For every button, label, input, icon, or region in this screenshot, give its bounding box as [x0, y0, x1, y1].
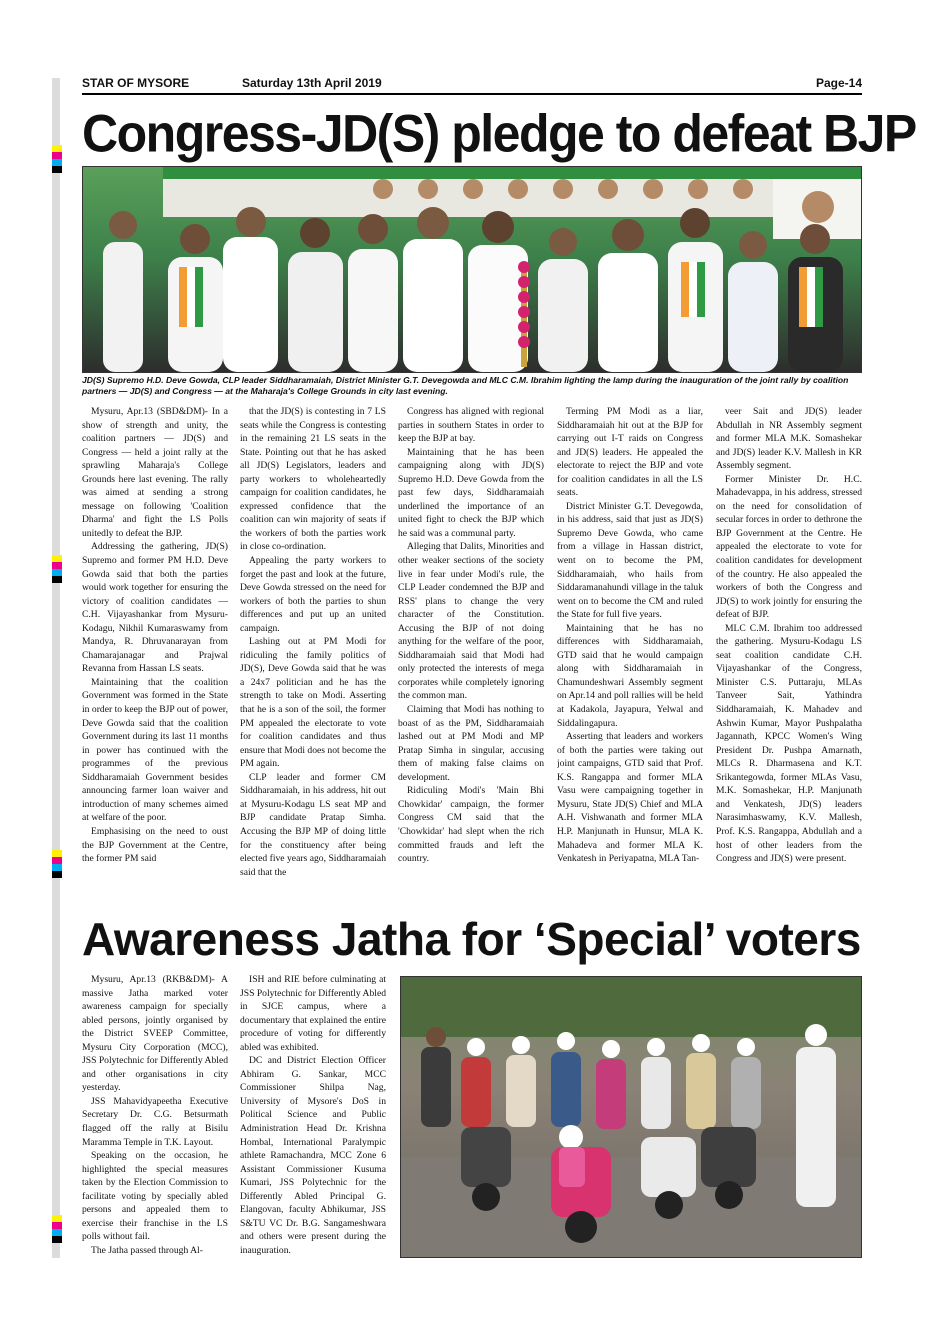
paragraph: MLC C.M. Ibrahim too addressed the gathering. Mysuru-Kodagu LS seat coalition candidate C.H. Vijayashankar of the Congress, Minister C.S. Puttaraju, MLAs Tanveer Sait, Yathindra Siddharamaiah, K. Mahadev and Ashwin Kumar, Mayor Pushpalatha Jagannath, KPCC Women's Wing President Dr. Pushpa Amarnath, MLCs R. Dharmasena and K.T. Srikantegowda, former MLAs Vasu, M.K. Somashekar, H.P. Manjunath and Venkatesh, JD(S) leaders Narasimhaswamy, K.V. Mallesh, Prof. K.S. Rangappa, Abdullah and a host of other leaders from the Congress and JD(S) were present.	[716, 622, 862, 865]
paragraph: Claiming that Modi has nothing to boast of as the PM, Siddharamaiah lashed out at PM Modi and MP Pratap Simha in singular, accusing them of making false claims on development.	[398, 704, 544, 783]
paper-name: STAR OF MYSORE	[82, 76, 190, 90]
paragraph: CLP leader and former CM Siddharamaiah, in his address, hit out at Mysuru-Kodagu LS seat MP and BJP candidate Pratap Simha. Accusing the BJP MP of doing little for the constituency after being elected five years ago, Siddharamaiah said that the	[240, 771, 386, 878]
paragraph: Alleging that Dalits, Minorities and other weaker sections of the society live in fear under Modi's rule, the CLP Leader condemned the BJP and RSS' plans to change the very character of the Constitution. Accusing the BJP of not doing anything for the welfare of the poor, Siddharamaiah said that Modi had only protected the interests of mega corporates while completely ignoring the common man.	[398, 541, 544, 702]
paragraph: Mysuru, Apr.13 (RKB&DM)- A massive Jatha marked voter awareness campaign for specially abled persons, jointly organised by the District SVEEP Committee, Mysuru City Corporation (MCC), JSS Polytechnic for Differently Abled and other organisations in city yesterday.	[82, 974, 228, 1094]
story2-column-2	[240, 973, 386, 1263]
rally-photo-caption: JD(S) Supremo H.D. Deve Gowda, CLP leader Siddharamaiah, District Minister G.T. Devegowda and MLC C.M. Ibrahim lighting the lamp during the inauguration of the joint rally by coalition partners — JD(S) and Congress — at the Maharaja's College Grounds in city last evening.	[82, 375, 849, 396]
paragraph: Maintaining that he has no differences with Siddharamaiah, GTD said that he would campaign along with Siddharamaiah in Chamundeshwari Assembly segment on Apr.14 and poll rallies will be held at Kadakola, Jayapura, Yelwal and Siddalingapura.	[557, 622, 703, 729]
paragraph: Speaking on the occasion, he highlighted the special measures taken by the Election Commission to facilitate voting by specially abled persons and appealed them to exercise their franchise in the LS polls without fail.	[82, 1150, 228, 1243]
paragraph: Maintaining that the coalition Government was formed in the State in order to keep the BJP out of power, Deve Gowda said that the coalition Government during its last 11 months in power has continued with the programmes of the previous Siddharamaiah Government besides announcing farmer loan waiver and introduction of many schemes aimed at welfare of the poor.	[82, 676, 228, 824]
story2-column-1	[82, 973, 228, 1263]
story1-column-3	[398, 405, 544, 908]
paragraph: Appealing the party workers to forget the past and look at the future, Deve Gowda stressed on the need for workers of both the parties to shun differences and put up an united campaign.	[240, 555, 386, 634]
masthead	[82, 76, 862, 94]
page-number: Page-14	[815, 76, 862, 90]
margin-bar	[52, 78, 60, 1258]
paragraph: that the JD(S) is contesting in 7 LS seats while the Congress is contesting in the remaining 21 LS seats in the State. Pointing out that he has asked all JD(S) Legislators, leaders and party workers to wholeheartedly campaign for coalition candidates, he expressed confidence that the coalition can win majority of seats if the workers of both the parties work in close co-ordination.	[240, 406, 386, 553]
story1-column-1	[82, 405, 228, 908]
paragraph: Addressing the gathering, JD(S) Supremo and former PM H.D. Deve Gowda said that both the parties would work together for ensuring the victory of coalition candidates — C.H. Vijayashankar from Mysuru-Kodagu, Nikhil Kumaraswamy from Mandya, R. Dhruvanarayan from Chamarajanagar and Prajwal Revanna from Hassan LS seats.	[82, 541, 228, 675]
paragraph: Terming PM Modi as a liar, Siddharamaiah hit out at the BJP for carrying out I-T raids on Congress and JD(S) leaders. He appealed the electorate to reject the BJP and vote for coalition candidates in all the LS seats.	[557, 406, 703, 499]
paragraph: Maintaining that he has been campaigning along with JD(S) Supremo H.D. Deve Gowda from the past few days, Siddharamaiah underlined the importance of an united fight to check the BJP which he said was a communal party.	[398, 446, 544, 539]
paragraph: District Minister G.T. Devegowda, in his address, said that just as JD(S) Supremo Deve Gowda, who came from a village in Hassan district, went on to become the PM, Siddharamaiah, who hails from Siddaramanahundi village in the taluk went on to become the CM and ruled the State for full five years.	[557, 500, 703, 621]
paragraph: ISH and RIE before culminating at JSS Polytechnic for Differently Abled in SJCE campus, where a documentary that explained the entire procedure of voting for differently abled was exhibited.	[240, 974, 386, 1053]
paragraph: Mysuru, Apr.13 (SBD&DM)- In a show of strength and unity, the coalition partners — JD(S) and Congress — held a joint rally at the sprawling Maharaja's College Grounds here last evening. The rally was aimed at sending a strong message on following 'Coalition Dharma' and fight the LS Polls unitedly to defeat the BJP.	[82, 406, 228, 539]
issue-date: Saturday 13th April 2019	[242, 76, 382, 90]
story1-column-4	[557, 405, 703, 908]
paragraph: Ridiculing Modi's 'Main Bhi Chowkidar' campaign, the former Congress CM said that the 'Chowkidar' had slept when the rich committed frauds and left the country.	[398, 785, 544, 865]
paragraph: Lashing out at PM Modi for ridiculing the family politics of JD(S), Deve Gowda said that he was a 24x7 politician and he has the strength to take on Modi. Asserting that he is a son of the soil, the former PM appealed the electorate to vote for coalition candidates and thus ensure that Modi does not become the PM again.	[240, 636, 386, 770]
rally-photo	[82, 166, 862, 373]
headline-coalition-rally: Congress-JD(S) pledge to defeat BJP	[82, 104, 916, 163]
paragraph: JSS Mahavidyapeetha Executive Secretary Dr. C.G. Betsurmath flagged off the rally at Bisilu Maramma Temple in T.K. Layout.	[82, 1095, 228, 1148]
color-register-mark	[52, 1215, 62, 1243]
story1-column-5	[716, 405, 862, 908]
story1-column-2	[240, 405, 386, 908]
paragraph: Emphasising on the need to oust the BJP Government at the Centre, the former PM said	[82, 825, 228, 865]
masthead-rule	[82, 93, 862, 95]
paragraph: Congress has aligned with regional parties in southern States in order to keep the BJP at bay.	[398, 406, 544, 445]
jatha-photo	[400, 976, 862, 1258]
paragraph: The Jatha passed through Al-	[91, 1244, 203, 1256]
paragraph: DC and District Election Officer Abhiram G. Sankar, MCC Commissioner Shilpa Nag, University of Mysore's DoS in Political Science and Public Administration Head Dr. Krishna Hombal, International Paralympic athlete Ramachandra, MCC Zone 6 Assistant Commissioner Kusuma Kumari, JSS Polytechnic for the Differently Abled Principal G. Elangovan, faculty Abhikumar, JSS S&TU VC Dr. B.G. Sangameshwara and others were present during the inauguration.	[240, 1055, 386, 1256]
color-register-mark	[52, 850, 62, 878]
paragraph: Former Minister Dr. H.C. Mahadevappa, in his address, stressed on the need for consolidation of secular forces in order to dethrone the BJP Government at the Centre. He appealed the electorate to vote for coalition candidates for development of the country. He also appealed the workers of both the Congress and JD(S) to work jointly for ensuring the defeat of BJP.	[716, 473, 862, 621]
color-register-mark	[52, 555, 62, 583]
paragraph: veer Sait and JD(S) leader Abdullah in NR Assembly segment and former MLA M.K. Somashekar and JD(S) leader K.V. Mallesh in KR Assembly segment.	[716, 406, 862, 472]
rally-photo-image	[83, 167, 861, 372]
jatha-photo-image	[401, 977, 861, 1257]
headline-awareness-jatha: Awareness Jatha for ‘Special’ voters	[82, 913, 861, 965]
paragraph: Asserting that leaders and workers of both the parties were taking out joint campaigns, GTD said that Prof. K.S. Rangappa and former MLA Vasu were campaigning together in Mysuru, State JD(S) Chief and MLA A.H. Vishwanath and former MLA H.P. Manjunath in Hunsur, MLA K. Mahadeva and former MLA K. Venkatesh in Periyapatna, MLA Tan-	[557, 731, 703, 865]
color-register-mark	[52, 145, 62, 173]
